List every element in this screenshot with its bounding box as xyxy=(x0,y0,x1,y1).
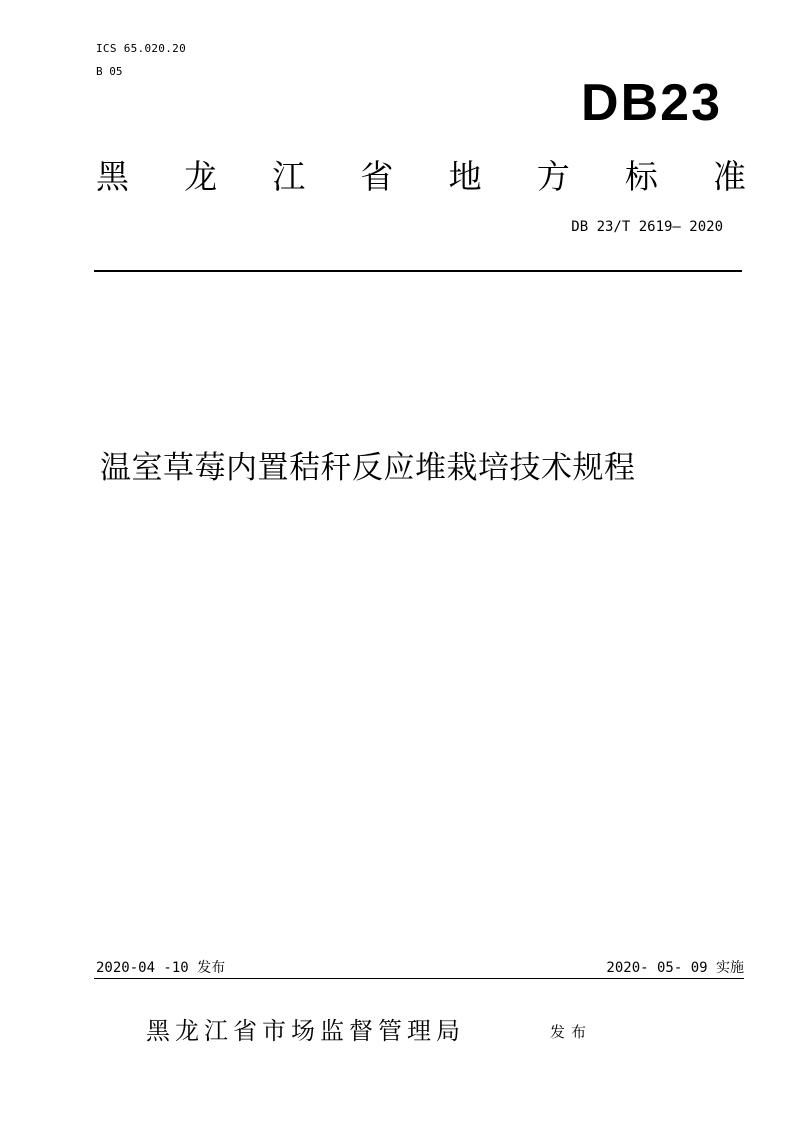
standard-type-char: 龙 xyxy=(184,157,218,196)
standard-type-title xyxy=(96,155,746,199)
standard-type-char: 标 xyxy=(624,157,658,196)
document-title: 温室草莓内置秸秆反应堆栽培技术规程 xyxy=(100,450,636,486)
standard-type-char: 方 xyxy=(536,157,570,196)
publish-label: 发布 xyxy=(550,1023,593,1041)
standard-type-char: 黑 xyxy=(96,157,129,196)
ics-code: ICS 65.020.20 xyxy=(96,42,186,55)
standard-type-char: 江 xyxy=(272,157,306,196)
standard-type-char: 省 xyxy=(360,157,394,196)
standard-number: DB 23/T 2619— 2020 xyxy=(571,219,723,235)
issue-date: 2020-04 -10 发布 xyxy=(96,960,226,976)
footer-divider xyxy=(94,978,744,979)
header-divider xyxy=(94,270,742,272)
publisher-name: 黑龙江省市场监督管理局 xyxy=(146,1017,465,1045)
implementation-date: 2020- 05- 09 实施 xyxy=(606,960,744,976)
standard-type-char: 地 xyxy=(448,157,482,196)
ccs-code: B 05 xyxy=(96,65,123,78)
standard-mark: DB23 xyxy=(581,74,722,132)
standard-type-char: 准 xyxy=(712,157,746,196)
